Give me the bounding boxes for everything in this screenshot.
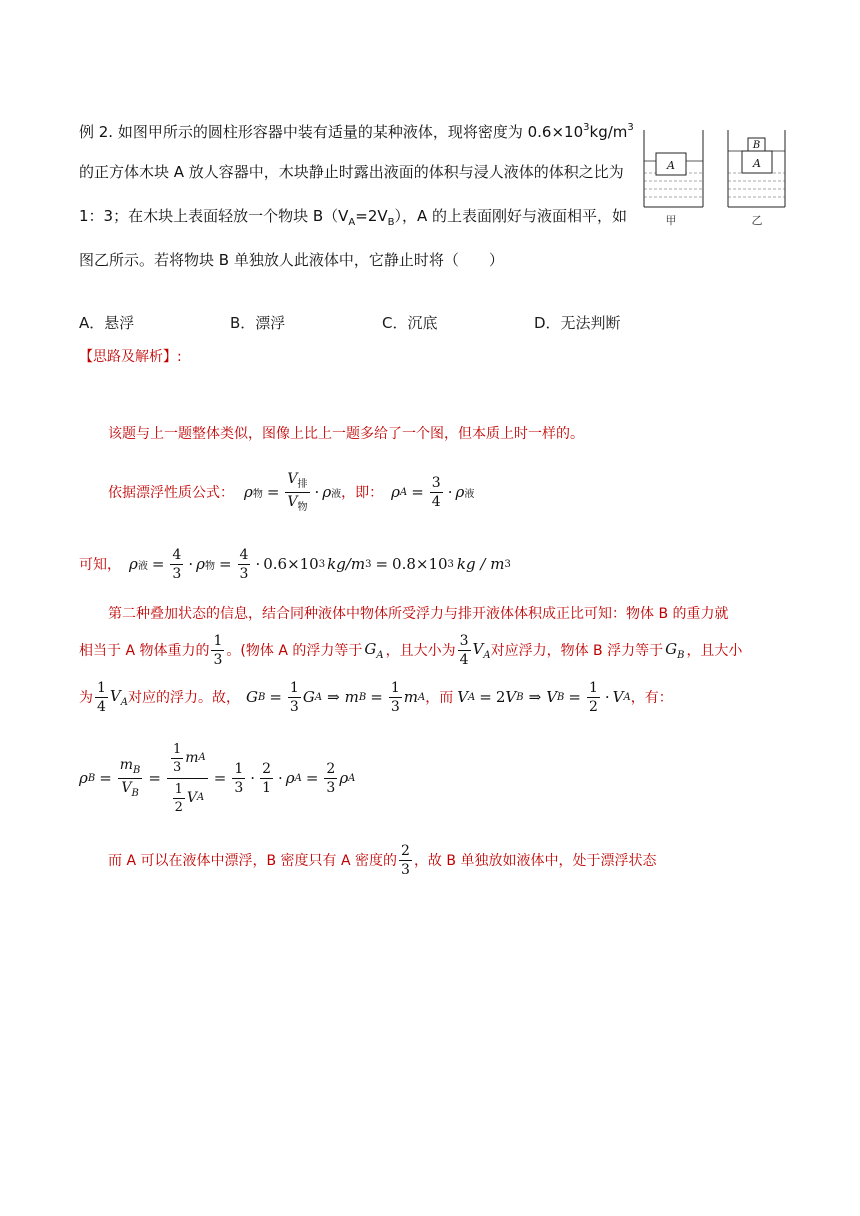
question-line-4: 图乙所示。若将物块 B 单独放人此液体中，它静止时将（ ） [79,251,504,269]
denominator: 3 [239,565,249,582]
subscript: 排 [297,478,308,490]
equals-sign: = [305,769,319,787]
analysis-result-line [79,544,511,584]
formula-rho-a [391,476,474,509]
subscript: 物 [252,488,263,500]
numerator: 1 [97,679,106,696]
block-a-label: A [753,157,761,170]
value-0-8e3: 0.8×10 [392,555,448,573]
question-line-1 [79,118,634,142]
symbol-rho: ρ [244,483,253,501]
analysis-text: 对应浮力，物体 B 浮力等于 [490,643,664,659]
denominator: 4 [431,493,441,510]
subscript: A [294,772,302,784]
symbol-v: V [505,688,517,706]
subscript: B [133,764,141,776]
numerator: 1 [390,679,400,696]
figure-label-yi: 乙 [751,214,763,227]
unit-text: kg/m [589,123,628,141]
symbol-rho: ρ [339,769,349,787]
analysis-heading: 【思路及解析】: [79,349,182,365]
numerator: 1 [234,760,244,777]
analysis-text: 依据漂浮性质公式： [108,485,234,501]
denominator: 3 [213,651,223,668]
denominator: 4 [97,698,106,715]
subscript: B [131,787,139,799]
numerator: 4 [239,546,249,563]
denominator: 4 [459,651,469,668]
symbol-g-b [665,640,684,661]
analysis-text: 而 A 可以在液体中漂浮，B 密度只有 A 密度的 [108,853,398,869]
coefficient: 2 [495,688,506,706]
fraction-2-1 [260,762,273,795]
analysis-paragraph-4-line-2 [79,628,742,672]
symbol-rho: ρ [285,769,295,787]
symbol-m: m [185,750,199,766]
block-b-label: B [752,140,761,151]
symbol-v: V [612,688,624,706]
symbol-rho: ρ [79,769,88,787]
denominator: 3 [234,779,244,796]
superscript: 3 [365,558,372,570]
analysis-text: ，故 B 单独放如液体中，处于漂浮状态 [413,853,657,869]
subscript: A [348,772,356,784]
formula-volume [457,681,631,714]
analysis-paragraph-4-line-3 [79,675,673,719]
question-text: 1：3；在木块上表面轻放一个物块 B（V [79,207,349,225]
numerator: 1 [588,679,598,696]
symbol-rho: ρ [391,483,400,501]
fraction-1-3 [389,681,402,714]
analysis-text: ，且大小为 [385,643,456,659]
fraction-1-3 [288,681,301,714]
equals-sign: = [99,769,112,787]
question-line-2: 的正方体木块 A 放人容器中，木块静止时露出液面的体积与浸人液体的体积之比为 [79,163,624,181]
subscript: B [557,691,565,703]
container-jia [644,130,703,207]
analysis-conclusion [108,838,656,882]
implies-arrow: ⇒ [327,688,340,706]
dot-operator: · [188,555,194,573]
analysis-paragraph-1: 该题与上一题整体类似，图像上比上一题多给了一个图，但本质上时一样的。 [108,426,584,442]
fraction-mb-over-vb [118,758,143,799]
fraction-4-3 [238,548,251,581]
dot-operator: · [604,688,610,706]
symbol-v-a [110,687,128,708]
symbol-v: V [457,688,469,706]
denominator: 1 [262,779,271,796]
denominator: 3 [390,698,400,715]
numerator: 1 [174,781,183,797]
fraction-v-pai-over-v-wu [285,472,309,513]
equals-sign: = [411,483,424,501]
dot-operator: · [255,555,261,573]
subscript: B [257,691,266,703]
question-text: =2V [355,207,388,225]
subscript: A [399,486,408,498]
question-line-3 [79,206,627,233]
subscript: A [468,691,476,703]
analysis-text: ，即： [341,485,384,501]
symbol-rho: ρ [196,555,205,573]
analysis-text: 对应的浮力。故， [128,690,240,706]
value-0-6e3: 0.6×10 [263,555,319,573]
numerator: 3 [431,474,441,491]
symbol-v: V [287,470,298,487]
subscript: B [358,691,367,703]
symbol-v: V [121,779,132,796]
numerator: 1 [289,679,299,696]
subscript: A [376,649,384,661]
subscript: B [677,649,685,661]
superscript: 3 [583,122,590,133]
denominator: 3 [401,861,410,878]
equals-sign: = [269,688,282,706]
superscript: 3 [504,558,511,570]
fraction-1-2 [173,783,185,814]
symbol-g: G [364,639,377,658]
subscript: 液 [464,488,475,500]
subscript: 物 [204,560,215,572]
fraction-1-3 [232,762,245,795]
subscript: A [417,691,426,703]
subscript: A [196,792,205,803]
superscript: 3 [447,558,454,570]
question-text: ），A 的上表面刚好与液面相平，如 [394,207,628,225]
analysis-paragraph-4-line-1: 第二种叠加状态的信息，结合同种液体中物体所受浮力与排开液体体积成正比可知：物体 B 的重力就 [108,606,729,622]
block-a-label: A [667,159,675,172]
denominator: 2 [588,698,598,715]
dot-operator: · [277,769,283,787]
analysis-text: ，有： [630,690,673,706]
symbol-v-a [473,640,491,661]
denominator: 3 [172,759,182,775]
subscript: B [387,217,395,228]
analysis-text: ，且大小 [686,643,743,659]
dot-operator: · [447,483,453,501]
numerator: 1 [213,632,223,649]
superscript: 3 [627,122,634,133]
fraction-3-4 [430,476,443,509]
symbol-g: G [246,688,258,706]
fraction-2-3 [324,762,337,795]
equals-sign: = [266,483,280,501]
denominator: 3 [289,698,299,715]
numerator: 2 [262,760,271,777]
denominator: 3 [326,779,336,796]
container-figure [640,125,800,230]
fraction-1-2 [587,681,600,714]
compound-fraction [167,743,208,814]
symbol-rho: ρ [455,483,465,501]
symbol-g: G [302,688,315,706]
figure-label-jia: 甲 [665,214,677,227]
dot-operator: · [250,769,256,787]
formula-floating [244,472,341,513]
analysis-text: 相当于 A 物体重力的 [79,643,210,659]
numerator: 4 [172,546,182,563]
subscript: B [87,772,96,784]
subscript: A [623,691,631,703]
equals-sign: = [375,555,389,573]
analysis-text: 。(物体 A 的浮力等于 [226,643,363,659]
symbol-m: m [344,688,359,706]
subscript: B [516,691,524,703]
dot-operator: · [314,483,320,501]
formula-density-b [79,733,355,823]
symbol-v: V [287,493,298,510]
subscript: 液 [137,560,148,572]
option-d[interactable]: D．无法判断 [534,314,621,332]
symbol-v: V [109,686,121,705]
symbol-m: m [403,688,418,706]
fraction-1-3 [211,634,224,667]
analysis-formula-line [108,470,474,514]
subscript: 液 [331,488,342,500]
analysis-text: ，而 [425,690,454,706]
symbol-v: V [186,790,197,806]
question-text: 例 2. 如图甲所示的圆柱形容器中装有适量的某种液体，现将密度为 0.6×10 [79,123,584,141]
option-b[interactable]: B．漂浮 [230,314,286,332]
fraction-3-4 [458,634,471,667]
subscript: A [348,217,356,228]
container-yi [728,130,785,207]
implies-arrow: ⇒ [528,688,542,706]
subscript: 物 [297,501,308,513]
numerator: 2 [326,760,336,777]
equals-sign: = [479,688,492,706]
denominator: 2 [174,799,183,815]
symbol-g-a [364,640,383,661]
formula-rho-liquid [129,548,511,581]
fraction-4-3 [170,548,183,581]
equals-sign: = [370,688,383,706]
denominator: 3 [172,565,182,582]
symbol-v: V [546,688,558,706]
numerator: 1 [172,741,182,757]
symbol-rho: ρ [129,555,138,573]
fraction-2-3 [399,844,412,877]
symbol-m: m [119,756,134,773]
symbol-g: G [665,639,678,658]
equals-sign: = [213,769,227,787]
formula-gravity-b [246,681,425,714]
superscript: 3 [318,558,326,570]
equals-sign: = [568,688,581,706]
numerator: 2 [401,842,410,859]
symbol-rho: ρ [322,483,332,501]
subscript: A [198,752,206,763]
fraction-1-3 [171,743,183,774]
numerator: 3 [459,632,469,649]
equals-sign: = [148,769,161,787]
unit: kg/m [327,555,366,573]
option-c[interactable]: C．沉底 [382,314,438,332]
subscript: A [483,649,491,661]
equals-sign: = [151,555,165,573]
symbol-v: V [472,639,484,658]
equals-sign: = [218,555,232,573]
analysis-text: 可知， [79,557,121,573]
unit: kg / m [456,555,505,573]
fraction-1-4 [95,681,108,714]
analysis-text: 为 [79,690,93,706]
subscript: A [314,691,323,703]
subscript: A [120,696,128,708]
option-a[interactable]: A．悬浮 [79,314,135,332]
